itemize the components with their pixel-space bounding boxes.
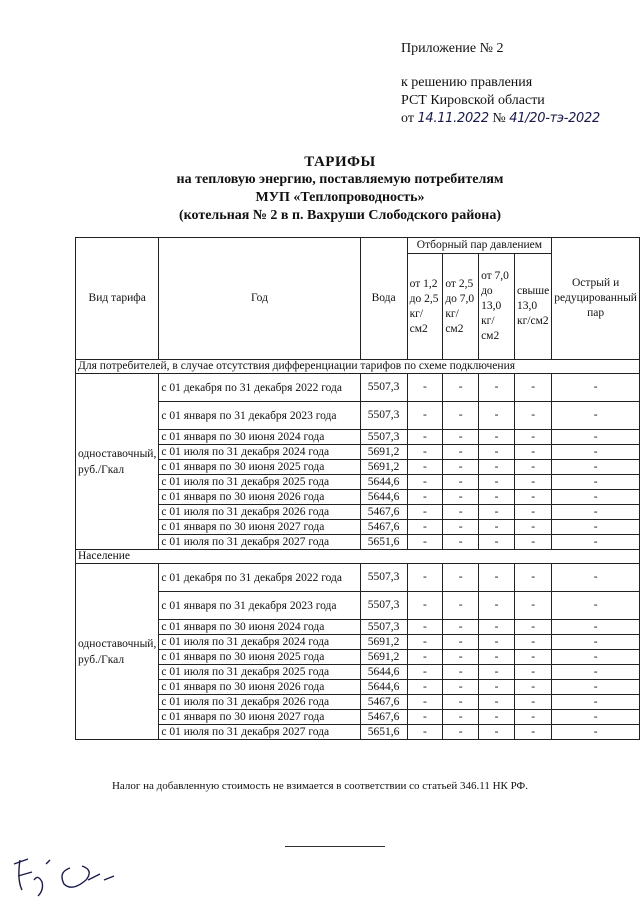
water-tariff-cell: 5644,6	[360, 680, 407, 695]
section-row	[76, 360, 640, 374]
steam-tariff-cell: -	[443, 620, 479, 635]
steam-tariff-cell: -	[514, 460, 551, 475]
header-period: Год	[159, 238, 360, 360]
table-row	[76, 650, 640, 665]
period-cell: с 01 декабря по 31 декабря 2022 года	[159, 564, 360, 592]
handwritten-date: 14.11.2022	[417, 111, 489, 126]
period-cell: с 01 июля по 31 декабря 2027 года	[159, 535, 360, 550]
water-tariff-cell: 5644,6	[360, 475, 407, 490]
steam-tariff-cell: -	[479, 430, 515, 445]
steam-tariff-cell: -	[514, 620, 551, 635]
steam-tariff-cell: -	[514, 535, 551, 550]
table-row	[76, 592, 640, 620]
steam-tariff-cell: -	[552, 710, 640, 725]
section-title: Население	[76, 550, 640, 564]
steam-tariff-cell: -	[407, 535, 443, 550]
number-sign: №	[492, 111, 506, 126]
table-row	[76, 402, 640, 430]
signature-line	[285, 846, 385, 847]
steam-tariff-cell: -	[552, 725, 640, 740]
steam-tariff-cell: -	[407, 695, 443, 710]
table-row	[76, 535, 640, 550]
title-organization: МУП «Теплопроводность»	[255, 190, 425, 205]
period-cell: с 01 января по 30 июня 2024 года	[159, 430, 360, 445]
steam-tariff-cell: -	[514, 725, 551, 740]
water-tariff-cell: 5507,3	[360, 564, 407, 592]
water-tariff-cell: 5507,3	[360, 402, 407, 430]
period-cell: с 01 января по 30 июня 2025 года	[159, 650, 360, 665]
handwritten-number: 41/20-тэ-2022	[509, 111, 600, 126]
steam-tariff-cell: -	[407, 490, 443, 505]
water-tariff-cell: 5507,3	[360, 430, 407, 445]
steam-tariff-cell: -	[514, 710, 551, 725]
steam-tariff-cell: -	[443, 710, 479, 725]
period-cell: с 01 декабря по 31 декабря 2022 года	[159, 374, 360, 402]
steam-tariff-cell: -	[443, 445, 479, 460]
steam-tariff-cell: -	[514, 665, 551, 680]
steam-tariff-cell: -	[552, 430, 640, 445]
period-cell: с 01 января по 31 декабря 2023 года	[159, 402, 360, 430]
table-row	[76, 564, 640, 592]
steam-tariff-cell: -	[407, 725, 443, 740]
header-type: Вид тарифа	[76, 238, 159, 360]
header-pressure-1: от 1,2 до 2,5 кг/см2	[407, 254, 443, 360]
steam-tariff-cell: -	[407, 650, 443, 665]
steam-tariff-cell: -	[514, 635, 551, 650]
steam-tariff-cell: -	[479, 402, 515, 430]
steam-tariff-cell: -	[479, 505, 515, 520]
period-cell: с 01 июля по 31 декабря 2025 года	[159, 475, 360, 490]
table-row	[76, 475, 640, 490]
tariff-type: одноставочный, руб./Гкал	[76, 564, 159, 740]
table-row	[76, 635, 640, 650]
steam-tariff-cell: -	[479, 665, 515, 680]
header-pressure-2: от 2,5 до 7,0 кг/см2	[443, 254, 479, 360]
steam-tariff-cell: -	[407, 505, 443, 520]
steam-tariff-cell: -	[407, 374, 443, 402]
period-cell: с 01 июля по 31 декабря 2027 года	[159, 725, 360, 740]
steam-tariff-cell: -	[407, 430, 443, 445]
steam-tariff-cell: -	[514, 695, 551, 710]
steam-tariff-cell: -	[443, 665, 479, 680]
header-sharp-steam: Острый и редуцированный пар	[552, 238, 640, 360]
period-cell: с 01 июля по 31 декабря 2026 года	[159, 695, 360, 710]
tariff-table	[75, 237, 640, 740]
period-cell: с 01 января по 30 июня 2026 года	[159, 490, 360, 505]
steam-tariff-cell: -	[514, 680, 551, 695]
title-boiler: (котельная № 2 в п. Вахруши Слободского района)	[178, 208, 501, 223]
tariff-type: одноставочный, руб./Гкал	[76, 374, 159, 550]
water-tariff-cell: 5691,2	[360, 460, 407, 475]
steam-tariff-cell: -	[443, 374, 479, 402]
section-row	[76, 550, 640, 564]
water-tariff-cell: 5644,6	[360, 665, 407, 680]
period-cell: с 01 января по 30 июня 2024 года	[159, 620, 360, 635]
period-cell: с 01 января по 30 июня 2027 года	[159, 520, 360, 535]
appendix-number: Приложение № 2	[401, 41, 504, 56]
period-cell: с 01 июля по 31 декабря 2024 года	[159, 635, 360, 650]
steam-tariff-cell: -	[407, 710, 443, 725]
table-row	[76, 620, 640, 635]
table-row	[76, 520, 640, 535]
steam-tariff-cell: -	[479, 460, 515, 475]
steam-tariff-cell: -	[552, 490, 640, 505]
steam-tariff-cell: -	[479, 650, 515, 665]
steam-tariff-cell: -	[514, 592, 551, 620]
table-row	[76, 445, 640, 460]
water-tariff-cell: 5651,6	[360, 535, 407, 550]
steam-tariff-cell: -	[552, 402, 640, 430]
title-subject: на тепловую энергию, поставляемую потребителям	[176, 172, 504, 187]
steam-tariff-cell: -	[514, 490, 551, 505]
water-tariff-cell: 5651,6	[360, 725, 407, 740]
water-tariff-cell: 5467,6	[360, 695, 407, 710]
steam-tariff-cell: -	[514, 475, 551, 490]
date-prefix: от	[401, 111, 414, 126]
table-row	[76, 460, 640, 475]
steam-tariff-cell: -	[443, 635, 479, 650]
section-title: Для потребителей, в случае отсутствия дифференциации тарифов по схеме подключения	[76, 360, 640, 374]
period-cell: с 01 января по 30 июня 2025 года	[159, 460, 360, 475]
steam-tariff-cell: -	[443, 564, 479, 592]
steam-tariff-cell: -	[552, 460, 640, 475]
steam-tariff-cell: -	[552, 620, 640, 635]
steam-tariff-cell: -	[443, 505, 479, 520]
steam-tariff-cell: -	[407, 592, 443, 620]
vat-footnote: Налог на добавленную стоимость не взимается в соответствии со статьей 346.11 НК РФ.	[111, 780, 529, 792]
period-cell: с 01 января по 31 декабря 2023 года	[159, 592, 360, 620]
steam-tariff-cell: -	[552, 695, 640, 710]
steam-tariff-cell: -	[552, 665, 640, 680]
steam-tariff-cell: -	[407, 445, 443, 460]
steam-tariff-cell: -	[552, 374, 640, 402]
steam-tariff-cell: -	[443, 695, 479, 710]
steam-tariff-cell: -	[443, 460, 479, 475]
title-main: ТАРИФЫ	[304, 154, 376, 170]
steam-tariff-cell: -	[443, 490, 479, 505]
steam-tariff-cell: -	[443, 535, 479, 550]
steam-tariff-cell: -	[479, 620, 515, 635]
steam-tariff-cell: -	[479, 635, 515, 650]
header-water: Вода	[360, 238, 407, 360]
steam-tariff-cell: -	[407, 564, 443, 592]
steam-tariff-cell: -	[407, 520, 443, 535]
steam-tariff-cell: -	[479, 680, 515, 695]
period-cell: с 01 января по 30 июня 2026 года	[159, 680, 360, 695]
steam-tariff-cell: -	[443, 520, 479, 535]
table-row	[76, 695, 640, 710]
steam-tariff-cell: -	[514, 430, 551, 445]
water-tariff-cell: 5507,3	[360, 592, 407, 620]
steam-tariff-cell: -	[407, 460, 443, 475]
steam-tariff-cell: -	[479, 490, 515, 505]
handwritten-signature-icon	[8, 850, 128, 900]
steam-tariff-cell: -	[407, 680, 443, 695]
water-tariff-cell: 5467,6	[360, 520, 407, 535]
table-row	[76, 680, 640, 695]
water-tariff-cell: 5691,2	[360, 445, 407, 460]
table-row	[76, 725, 640, 740]
steam-tariff-cell: -	[552, 650, 640, 665]
steam-tariff-cell: -	[479, 592, 515, 620]
steam-tariff-cell: -	[479, 475, 515, 490]
steam-tariff-cell: -	[514, 650, 551, 665]
steam-tariff-cell: -	[514, 374, 551, 402]
period-cell: с 01 июля по 31 декабря 2025 года	[159, 665, 360, 680]
steam-tariff-cell: -	[479, 374, 515, 402]
water-tariff-cell: 5691,2	[360, 650, 407, 665]
header-steam: Отборный пар давлением	[407, 238, 552, 254]
steam-tariff-cell: -	[443, 475, 479, 490]
steam-tariff-cell: -	[479, 564, 515, 592]
steam-tariff-cell: -	[552, 520, 640, 535]
water-tariff-cell: 5467,6	[360, 505, 407, 520]
steam-tariff-cell: -	[443, 650, 479, 665]
water-tariff-cell: 5691,2	[360, 635, 407, 650]
steam-tariff-cell: -	[407, 402, 443, 430]
steam-tariff-cell: -	[552, 680, 640, 695]
table-row	[76, 505, 640, 520]
table-row	[76, 710, 640, 725]
steam-tariff-cell: -	[407, 665, 443, 680]
steam-tariff-cell: -	[443, 725, 479, 740]
steam-tariff-cell: -	[552, 635, 640, 650]
table-row	[76, 665, 640, 680]
appendix-decision: к решению правления	[401, 75, 533, 90]
steam-tariff-cell: -	[514, 564, 551, 592]
appendix-block	[401, 40, 600, 128]
appendix-date-line	[401, 110, 600, 128]
steam-tariff-cell: -	[514, 505, 551, 520]
appendix-authority: РСТ Кировской области	[401, 93, 545, 108]
steam-tariff-cell: -	[479, 445, 515, 460]
table-row	[76, 490, 640, 505]
period-cell: с 01 января по 30 июня 2027 года	[159, 710, 360, 725]
steam-tariff-cell: -	[479, 535, 515, 550]
steam-tariff-cell: -	[443, 402, 479, 430]
steam-tariff-cell: -	[407, 475, 443, 490]
steam-tariff-cell: -	[479, 520, 515, 535]
steam-tariff-cell: -	[479, 725, 515, 740]
steam-tariff-cell: -	[552, 445, 640, 460]
steam-tariff-cell: -	[552, 475, 640, 490]
water-tariff-cell: 5507,3	[360, 620, 407, 635]
steam-tariff-cell: -	[552, 505, 640, 520]
steam-tariff-cell: -	[407, 635, 443, 650]
water-tariff-cell: 5467,6	[360, 710, 407, 725]
steam-tariff-cell: -	[479, 695, 515, 710]
header-pressure-4: свыше 13,0 кг/см2	[514, 254, 551, 360]
steam-tariff-cell: -	[552, 535, 640, 550]
water-tariff-cell: 5644,6	[360, 490, 407, 505]
steam-tariff-cell: -	[407, 620, 443, 635]
steam-tariff-cell: -	[479, 710, 515, 725]
steam-tariff-cell: -	[552, 592, 640, 620]
steam-tariff-cell: -	[443, 680, 479, 695]
table-row	[76, 430, 640, 445]
table-row	[76, 374, 640, 402]
steam-tariff-cell: -	[443, 430, 479, 445]
steam-tariff-cell: -	[443, 592, 479, 620]
header-pressure-3: от 7,0 до 13,0 кг/см2	[479, 254, 515, 360]
steam-tariff-cell: -	[514, 520, 551, 535]
water-tariff-cell: 5507,3	[360, 374, 407, 402]
period-cell: с 01 июля по 31 декабря 2026 года	[159, 505, 360, 520]
steam-tariff-cell: -	[514, 402, 551, 430]
steam-tariff-cell: -	[514, 445, 551, 460]
document-title	[100, 153, 580, 225]
steam-tariff-cell: -	[552, 564, 640, 592]
period-cell: с 01 июля по 31 декабря 2024 года	[159, 445, 360, 460]
